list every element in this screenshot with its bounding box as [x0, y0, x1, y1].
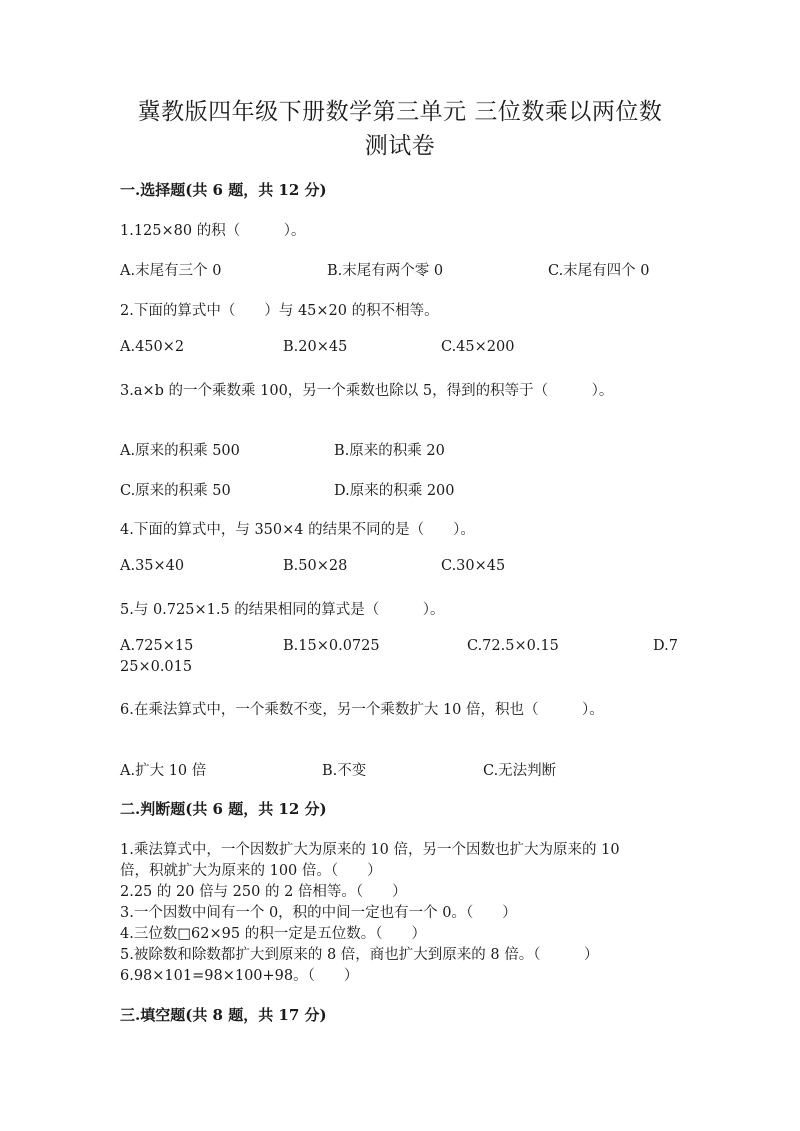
- section-heading-judge: 二.判断题(共 6 题，共 12 分): [120, 800, 327, 818]
- option-d-continued: 25×0.015: [120, 659, 193, 675]
- option-a: A.原来的积乘 500: [120, 443, 240, 459]
- option-c: C.45×200: [441, 339, 515, 355]
- question-stem: 5.与 0.725×1.5 的结果相同的算式是（ ）。: [120, 602, 445, 618]
- judge-line: 3.一个因数中间有一个 0，积的中间一定也有一个 0。（ ）: [120, 905, 517, 921]
- option-d: D.原来的积乘 200: [334, 483, 455, 499]
- judge-line: 6.98×101=98×100+98。（ ）: [120, 968, 359, 984]
- option-a: A.35×40: [120, 558, 185, 574]
- question-stem: 3.a×b 的一个乘数乘 100，另一个乘数也除以 5，得到的积等于（ ）。: [120, 383, 614, 399]
- page-title-line2: 测试卷: [364, 133, 436, 159]
- question-stem: 1.125×80 的积（ ）。: [120, 223, 306, 239]
- option-c: C.原来的积乘 50: [120, 483, 231, 499]
- option-d: D.7: [653, 638, 678, 654]
- option-b: B.原来的积乘 20: [334, 443, 445, 459]
- judge-line: 5.被除数和除数都扩大到原来的 8 倍，商也扩大到原来的 8 倍。（ ）: [120, 947, 599, 963]
- option-c: C.72.5×0.15: [467, 638, 559, 654]
- option-b: B.15×0.0725: [283, 638, 380, 654]
- section-heading-choice: 一.选择题(共 6 题，共 12 分): [120, 181, 327, 199]
- question-stem: 6.在乘法算式中，一个乘数不变，另一个乘数扩大 10 倍，积也（ ）。: [120, 702, 604, 718]
- option-a: A.扩大 10 倍: [120, 763, 207, 779]
- question-stem: 2.下面的算式中（ ）与 45×20 的积不相等。: [120, 303, 439, 319]
- section-heading-fill: 三.填空题(共 8 题，共 17 分): [120, 1006, 327, 1024]
- question-stem: 4.下面的算式中，与 350×4 的结果不同的是（ ）。: [120, 522, 475, 538]
- option-c: C.无法判断: [483, 763, 557, 779]
- option-b: B.末尾有两个零 0: [327, 263, 444, 279]
- judge-line: 倍，积就扩大为原来的 100 倍。（ ）: [120, 863, 382, 879]
- judge-line: 4.三位数□62×95 的积一定是五位数。（ ）: [120, 926, 426, 942]
- judge-line: 1.乘法算式中，一个因数扩大为原来的 10 倍，另一个因数也扩大为原来的 10: [120, 842, 620, 858]
- option-c: C.末尾有四个 0: [548, 263, 650, 279]
- option-a: A.725×15: [120, 638, 194, 654]
- option-b: B.不变: [322, 763, 367, 779]
- option-a: A.末尾有三个 0: [120, 263, 222, 279]
- page-title: 冀教版四年级下册数学第三单元 三位数乘以两位数: [137, 99, 663, 125]
- option-b: B.20×45: [283, 339, 348, 355]
- option-a: A.450×2: [120, 339, 185, 355]
- option-c: C.30×45: [441, 558, 506, 574]
- judge-line: 2.25 的 20 倍与 250 的 2 倍相等。（ ）: [120, 884, 407, 900]
- option-b: B.50×28: [283, 558, 348, 574]
